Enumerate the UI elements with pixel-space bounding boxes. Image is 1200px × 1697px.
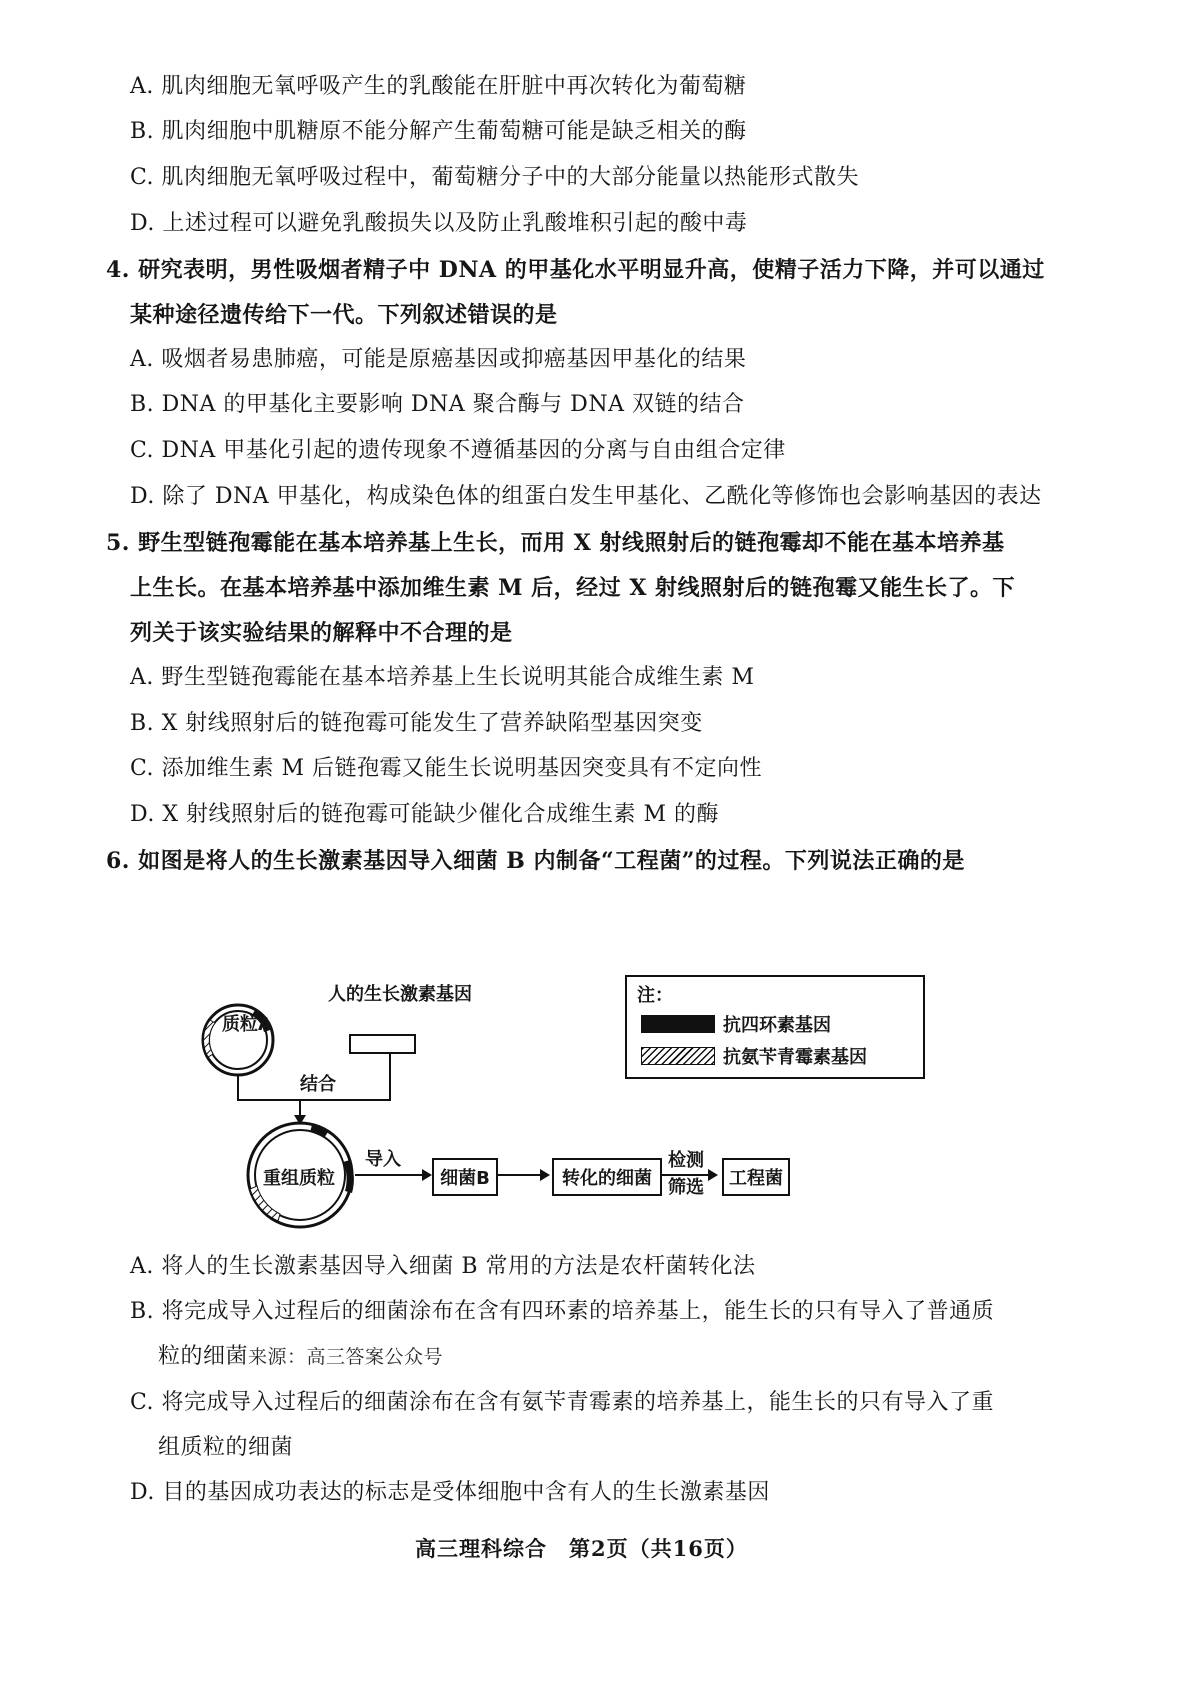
hatch-swatch [641, 1047, 715, 1065]
legend-box [625, 975, 925, 1079]
q6-stem: 6. 如图是将人的生长激素基因导入细菌 B 内制备“工程菌”的过程。下列说法正确的是 [106, 848, 965, 874]
transformed-bacteria-box: 转化的细菌 [552, 1158, 662, 1196]
q4-stem-line1: 4. 研究表明，男性吸烟者精子中 DNA 的甲基化水平明显升高，使精子活力下降，并可以通过 [106, 257, 1045, 283]
q6-option-b-text: 粒的细菌 [158, 1344, 249, 1369]
q6-option-c-line1: C. 将完成导入过程后的细菌涂布在含有氨苄青霉素的培养基上，能生长的只有导入了重 [130, 1390, 995, 1415]
plasmid-a-label: 质粒A [222, 1014, 272, 1035]
legend-row-tetracycline [641, 1011, 831, 1037]
gene-bar [350, 1035, 415, 1053]
q4-option-d: D. 除了 DNA 甲基化，构成染色体的组蛋白发生甲基化、乙酰化等修饰也会影响基因的表达 [130, 484, 1042, 509]
black-swatch [641, 1015, 715, 1033]
page-footer: 高三理科综合 第2页（共16页） [415, 1536, 748, 1561]
q5-option-b: B. X 射线照射后的链孢霉可能发生了营养缺陷型基因突变 [130, 711, 703, 736]
q6-option-b-line2 [158, 1342, 443, 1372]
q4-stem-line2: 某种途径遗传给下一代。下列叙述错误的是 [130, 302, 558, 328]
combine-label: 结合 [300, 1074, 336, 1095]
gene-label: 人的生长激素基因 [328, 984, 472, 1005]
q3-option-c: C. 肌肉细胞无氧呼吸过程中，葡萄糖分子中的大部分能量以热能形式散失 [130, 165, 860, 190]
q3-option-b: B. 肌肉细胞中肌糖原不能分解产生葡萄糖可能是缺乏相关的酶 [130, 119, 747, 144]
q6-option-a: A. 将人的生长激素基因导入细菌 B 常用的方法是农杆菌转化法 [130, 1254, 756, 1279]
q5-stem-line3: 列关于该实验结果的解释中不合理的是 [130, 620, 513, 646]
q6-option-b-line1: B. 将完成导入过程后的细菌涂布在含有四环素的培养基上，能生长的只有导入了普通质 [130, 1299, 995, 1324]
legend-title: 注： [637, 985, 673, 1006]
q5-stem-line1: 5. 野生型链孢霉能在基本培养基上生长，而用 X 射线照射后的链孢霉却不能在基本培养基 [106, 530, 1005, 556]
legend-row-ampicillin [641, 1043, 867, 1069]
recombinant-label: 重组质粒 [263, 1168, 335, 1189]
q4-option-a: A. 吸烟者易患肺癌，可能是原癌基因或抑癌基因甲基化的结果 [130, 347, 747, 372]
source-note: 来源：高三答案公众号 [248, 1346, 444, 1368]
legend-black-label: 抗四环素基因 [723, 1015, 831, 1036]
q5-option-a: A. 野生型链孢霉能在基本培养基上生长说明其能合成维生素 M [130, 665, 755, 690]
q5-stem-line2: 上生长。在基本培养基中添加维生素 M 后，经过 X 射线照射后的链孢霉又能生长了。下 [130, 575, 1016, 601]
q4-option-b: B. DNA 的甲基化主要影响 DNA 聚合酶与 DNA 双链的结合 [130, 392, 745, 417]
screen-label: 筛选 [668, 1177, 704, 1198]
q6-option-c-line2: 组质粒的细菌 [158, 1435, 294, 1460]
import-label: 导入 [365, 1149, 401, 1170]
engineered-bacteria-box: 工程菌 [722, 1158, 790, 1196]
detect-label: 检测 [668, 1150, 704, 1171]
q3-option-d: D. 上述过程可以避免乳酸损失以及防止乳酸堆积引起的酸中毒 [130, 211, 748, 236]
q5-option-d: D. X 射线照射后的链孢霉可能缺少催化合成维生素 M 的酶 [130, 802, 720, 827]
bacteria-b-box: 细菌B [432, 1158, 498, 1196]
q4-option-c: C. DNA 甲基化引起的遗传现象不遵循基因的分离与自由组合定律 [130, 438, 786, 463]
q5-option-c: C. 添加维生素 M 后链孢霉又能生长说明基因突变具有不定向性 [130, 756, 763, 781]
q6-option-d: D. 目的基因成功表达的标志是受体细胞中含有人的生长激素基因 [130, 1480, 770, 1505]
q3-option-a: A. 肌肉细胞无氧呼吸产生的乳酸能在肝脏中再次转化为葡萄糖 [130, 74, 747, 99]
legend-hatch-label: 抗氨苄青霉素基因 [723, 1047, 867, 1068]
